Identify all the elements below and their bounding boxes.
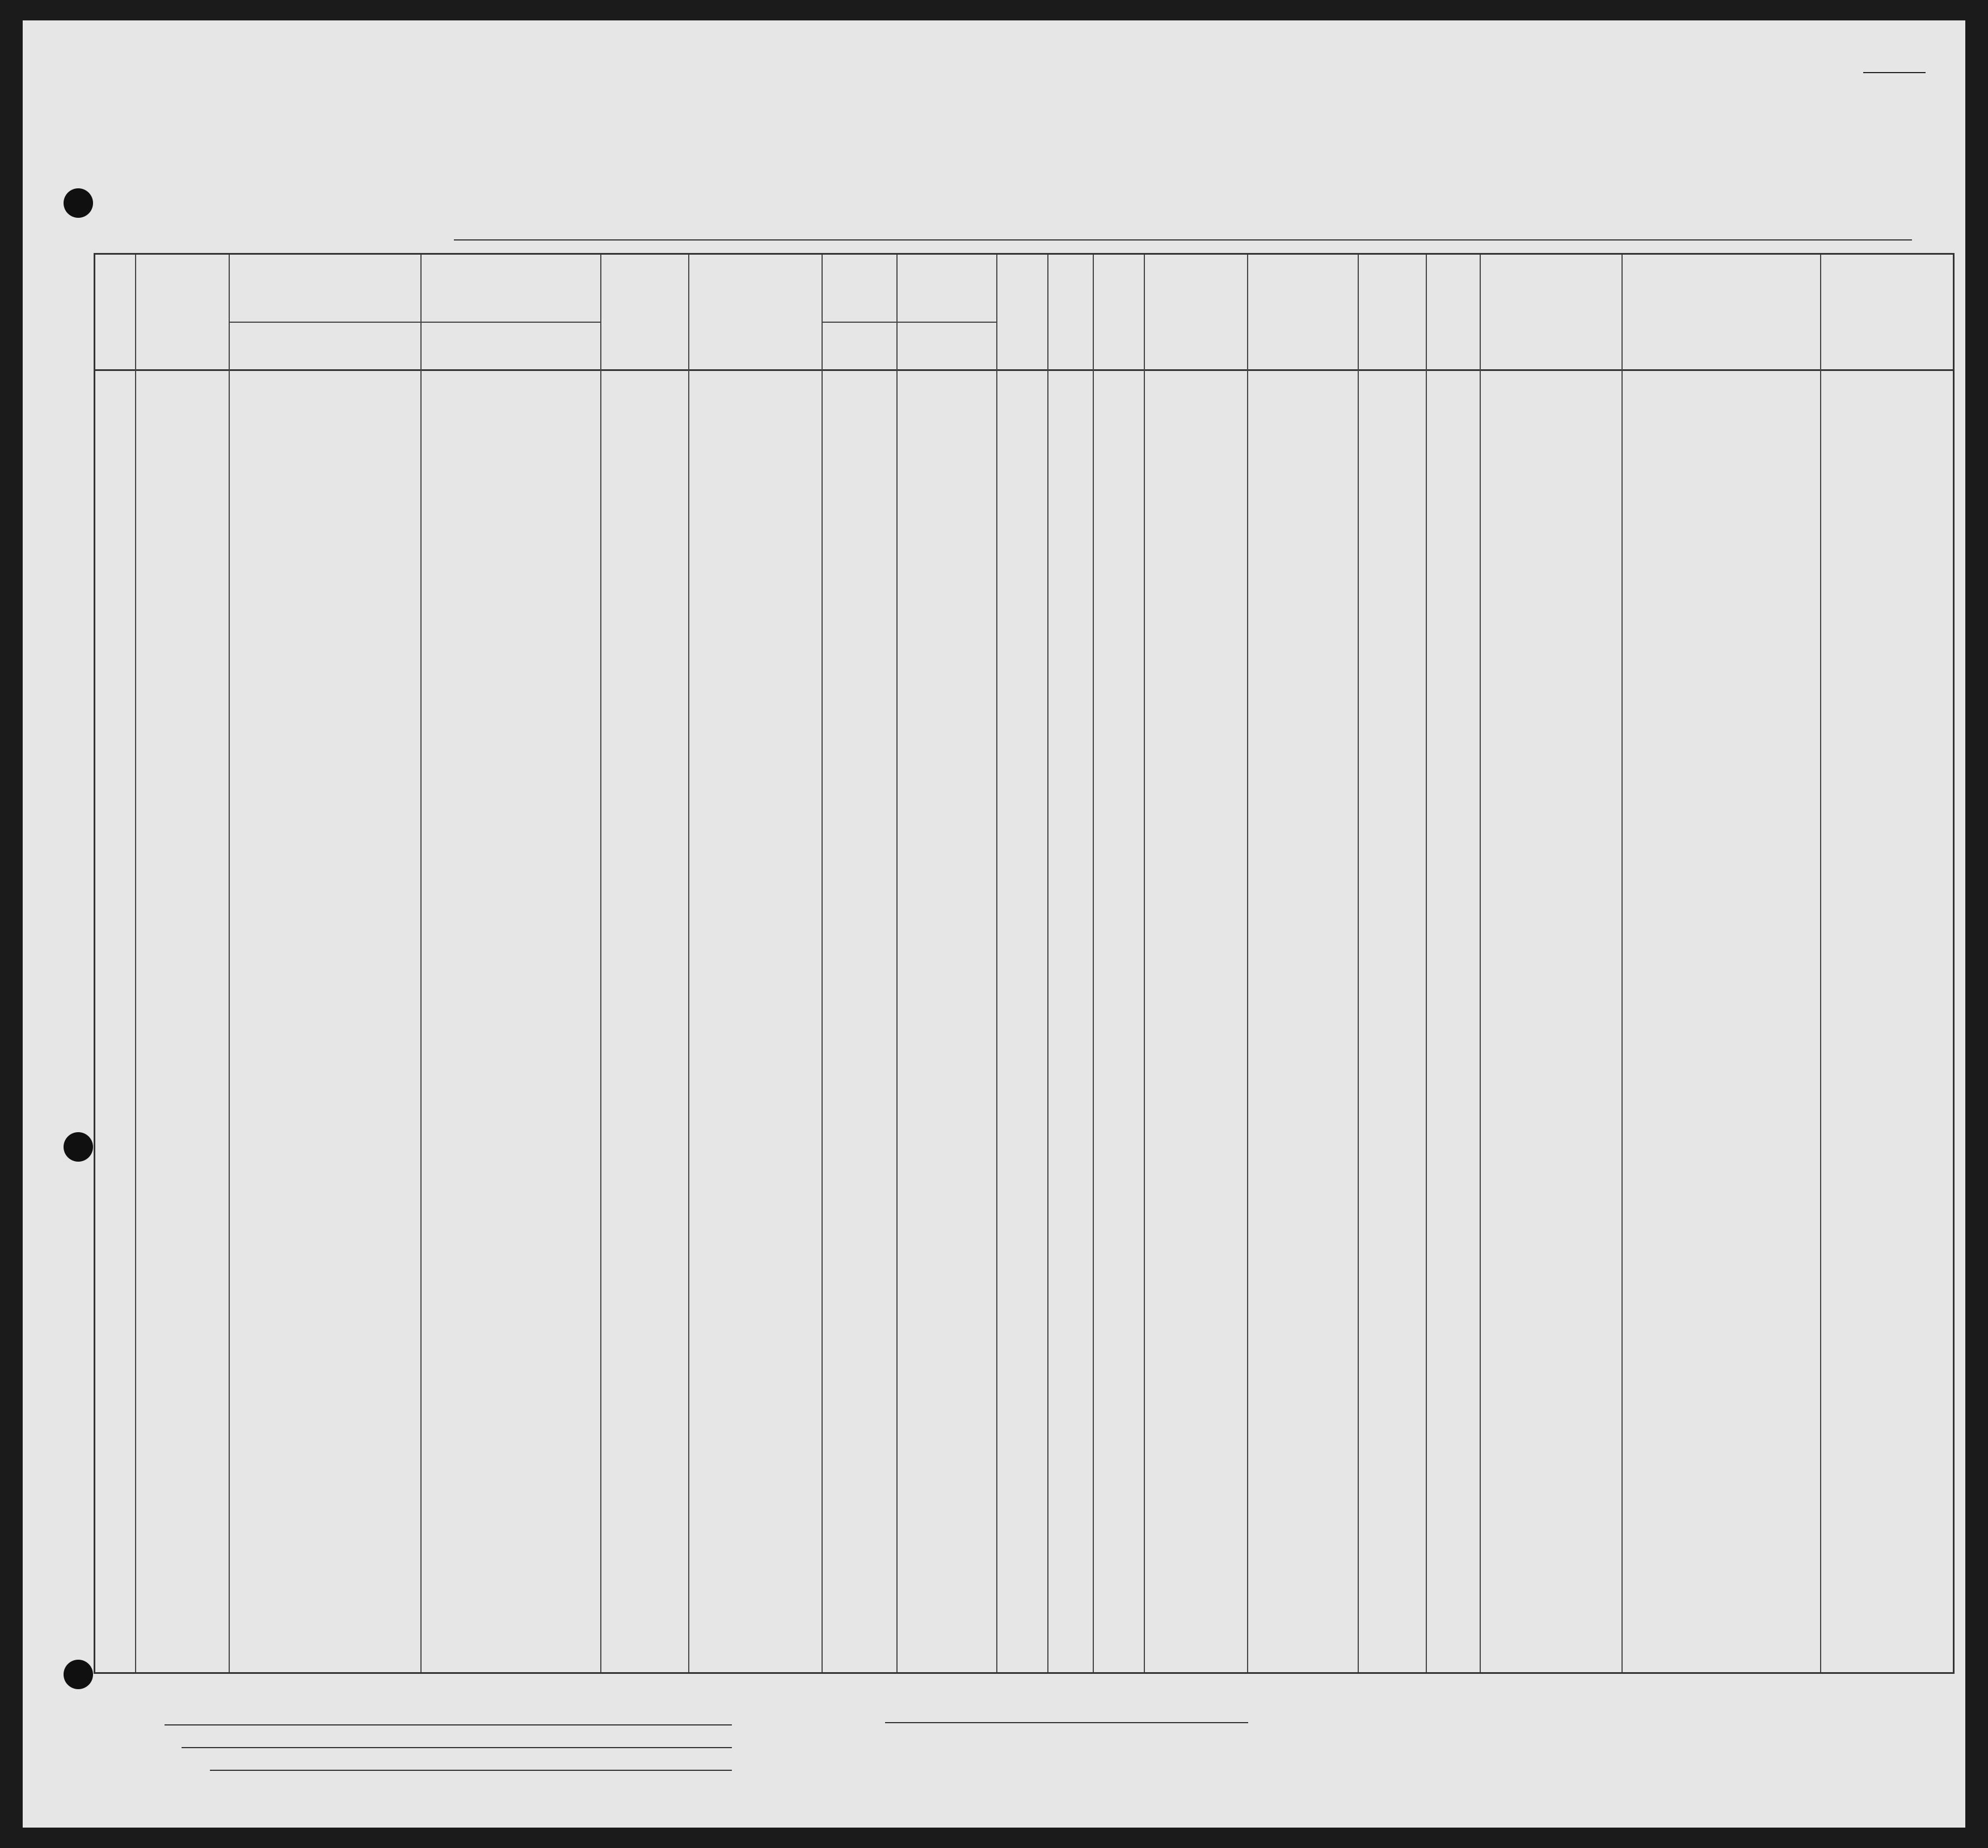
- column-rule: [1820, 255, 1821, 1672]
- column-rule: [822, 255, 823, 1672]
- subheader-rule: [229, 322, 600, 323]
- crew-table: [94, 253, 1955, 1674]
- column-header: [135, 259, 229, 269]
- column-header: [600, 259, 688, 269]
- column-header: [1480, 259, 1621, 299]
- punch-hole: [64, 1660, 93, 1689]
- column-header: [95, 259, 135, 299]
- column-header: [1047, 259, 1093, 269]
- column-rule: [420, 255, 422, 1672]
- column-rule: [688, 255, 689, 1672]
- column-rule: [229, 255, 230, 1672]
- column-rule: [1621, 255, 1623, 1672]
- sheet-number: [1863, 60, 1926, 77]
- remarks-row-1: [1733, 360, 1884, 409]
- footer: [130, 1694, 1963, 1824]
- column-rule: [1144, 255, 1145, 1672]
- column-rule: [896, 255, 898, 1672]
- column-rule: [1093, 255, 1094, 1672]
- punch-hole: [64, 1132, 93, 1162]
- column-header: [1358, 259, 1426, 299]
- column-header: [1144, 259, 1247, 299]
- column-rule: [1247, 255, 1248, 1672]
- column-rule: [1047, 255, 1048, 1672]
- column-header: [1820, 259, 1956, 299]
- column-header: [229, 259, 600, 275]
- vessel-line: [204, 208, 1912, 244]
- manifest-sheet: [23, 20, 1965, 1828]
- punch-hole: [64, 188, 93, 218]
- column-rule: [1358, 255, 1359, 1672]
- column-rule: [1426, 255, 1427, 1672]
- column-header: [996, 259, 1047, 269]
- column-rule: [1480, 255, 1481, 1672]
- column-rule: [135, 255, 136, 1672]
- column-rule: [996, 255, 997, 1672]
- column-header: [1621, 259, 1820, 269]
- column-header: [1247, 259, 1358, 299]
- column-header: [688, 259, 822, 269]
- inspector-label: [885, 1722, 1248, 1724]
- column-header: [1426, 259, 1480, 299]
- inspector-block: [885, 1722, 1248, 1724]
- column-header: [822, 259, 996, 275]
- column-header: [1093, 259, 1144, 299]
- column-rule: [600, 255, 601, 1672]
- sheet-number-value: [1863, 72, 1926, 73]
- subheader-rule: [822, 322, 996, 323]
